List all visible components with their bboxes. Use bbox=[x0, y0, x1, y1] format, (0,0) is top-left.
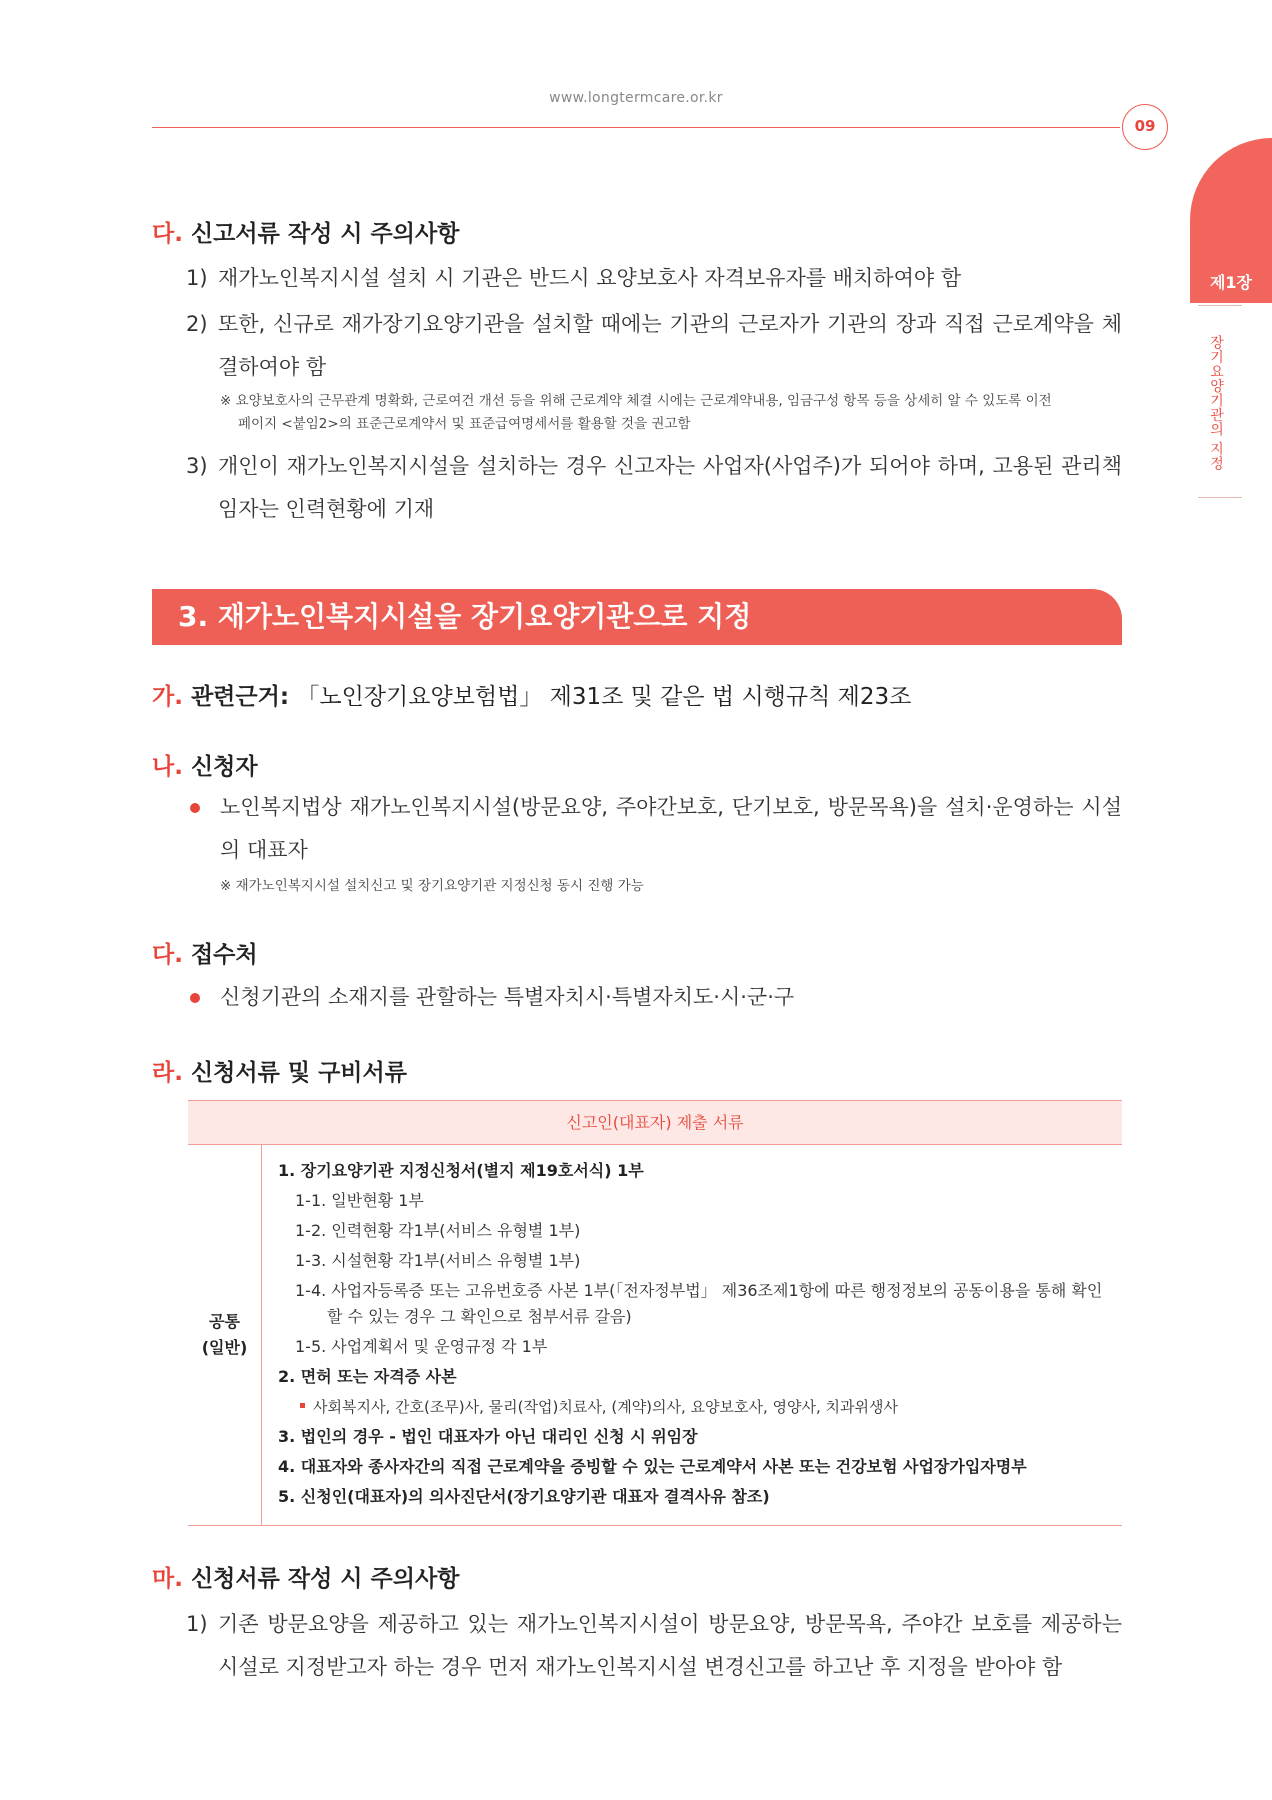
heading-ga-legal-basis bbox=[152, 678, 911, 711]
doc-item-2-list bbox=[278, 1392, 1116, 1422]
bullet-dot bbox=[190, 993, 200, 1003]
item-number: 1) bbox=[186, 266, 208, 290]
remark-line-1: ※ 요양보호사의 근무관계 명확화, 근로여건 개선 등을 위해 근로계약 체결 시에는 근로계약내용, 임금구성 항목 등을 상세히 알 수 있도록 이전 bbox=[220, 393, 1052, 409]
section-3-title: 3. 재가노인복지시설을 장기요양기관으로 지정 bbox=[178, 600, 752, 633]
item-text: 기존 방문요양을 제공하고 있는 재가노인복지시설이 방문요양, 방문목욕, 주야간 보호를 제공하는 시설로 지정받고자 하는 경우 먼저 재가노인복지시설 변경신고를 하고난 후 지정을 받아야 함 bbox=[218, 1612, 1122, 1679]
heading-text: 접수처 bbox=[190, 942, 258, 968]
section-3-bar bbox=[152, 589, 1122, 645]
table-header: 신고인(대표자) 제출 서류 bbox=[188, 1100, 1122, 1145]
side-divider-top bbox=[1198, 305, 1242, 306]
filing-note-item-2 bbox=[186, 303, 1122, 389]
doc-item-1-5: 1-5. 사업계획서 및 운영규정 각 1부 bbox=[295, 1337, 548, 1356]
application-note-item-1 bbox=[186, 1603, 1122, 1689]
doc-item-2: 2. 면허 또는 자격증 사본 bbox=[278, 1367, 457, 1386]
heading-marker: 나. bbox=[152, 754, 183, 780]
doc-item-2-list-text: 사회복지사, 간호(조무)사, 물리(작업)치료사, (계약)의사, 요양보호사, 영양사, 치과위생사 bbox=[313, 1398, 898, 1416]
doc-item-1-3: 1-3. 시설현황 각1부(서비스 유형별 1부) bbox=[295, 1251, 581, 1270]
heading-text: 신청서류 및 구비서류 bbox=[190, 1060, 407, 1086]
submission-office-bullet bbox=[190, 976, 1122, 1019]
applicant-note: ※ 재가노인복지시설 설치신고 및 장기요양기관 지정신청 동시 진행 가능 bbox=[220, 878, 644, 894]
legal-basis-text: 「노인장기요양보험법」 제31조 및 같은 법 시행규칙 제23조 bbox=[296, 684, 912, 710]
doc-item-5: 5. 신청인(대표자)의 의사진단서(장기요양기관 대표자 결격사유 참조) bbox=[278, 1487, 770, 1506]
doc-item-1-4: 1-4. 사업자등록증 또는 고유번호증 사본 1부(「전자정부법」 제36조제1항에 따른 행정정보의 공동이용을 통해 확인할 수 있는 경우 그 확인으로 첨부서류 갈음) bbox=[295, 1281, 1103, 1326]
chapter-title-vertical: 장기요양기관의 지정 bbox=[1208, 335, 1224, 471]
heading-ma-application-notes bbox=[152, 1560, 459, 1593]
chapter-label: 제1장 bbox=[1209, 273, 1253, 292]
heading-ra-documents bbox=[152, 1054, 407, 1087]
header-divider bbox=[152, 127, 1120, 128]
documents-table bbox=[188, 1100, 1122, 1526]
heading-marker: 다. bbox=[152, 221, 183, 247]
doc-item-1-1: 1-1. 일반현황 1부 bbox=[295, 1191, 424, 1210]
heading-text: 신청서류 작성 시 주의사항 bbox=[190, 1566, 460, 1592]
doc-item-1-2: 1-2. 인력현황 각1부(서비스 유형별 1부) bbox=[295, 1221, 581, 1240]
filing-note-item-3 bbox=[186, 445, 1122, 531]
heading-na-applicant bbox=[152, 748, 258, 781]
heading-text: 신고서류 작성 시 주의사항 bbox=[190, 221, 460, 247]
filing-note-item-1 bbox=[186, 257, 1122, 300]
heading-marker: 다. bbox=[152, 942, 183, 968]
doc-item-3: 3. 법인의 경우 - 법인 대표자가 아닌 대리인 신청 시 위임장 bbox=[278, 1427, 698, 1446]
row-label-line-1: 공통 bbox=[209, 1312, 240, 1331]
item-number: 1) bbox=[186, 1612, 208, 1636]
item-text: 재가노인복지시설 설치 시 기관은 반드시 요양보호사 자격보유자를 배치하여야 함 bbox=[218, 266, 962, 290]
bullet-text: 노인복지법상 재가노인복지시설(방문요양, 주야간보호, 단기보호, 방문목욕)을 설치·운영하는 시설의 대표자 bbox=[220, 795, 1122, 862]
applicant-bullet bbox=[190, 786, 1122, 872]
row-label-line-2: (일반) bbox=[201, 1338, 248, 1357]
legal-basis-label: 관련근거: bbox=[190, 684, 290, 710]
page-number: 09 bbox=[1122, 104, 1168, 150]
square-bullet-icon bbox=[300, 1403, 305, 1408]
item-number: 3) bbox=[186, 454, 208, 478]
row-label-common bbox=[188, 1145, 262, 1525]
remark-line-2: 페이지 <붙임2>의 표준근로계약서 및 표준급여명세서를 활용할 것을 권고함 bbox=[238, 416, 691, 432]
doc-item-1: 1. 장기요양기관 지정신청서(별지 제19호서식) 1부 bbox=[278, 1161, 644, 1180]
item-number: 2) bbox=[186, 312, 208, 336]
site-url: www.longtermcare.or.kr bbox=[549, 90, 723, 106]
heading-da-submission-office bbox=[152, 936, 258, 969]
side-divider-bottom bbox=[1198, 497, 1242, 498]
table-row-body bbox=[278, 1156, 1116, 1512]
heading-marker: 라. bbox=[152, 1060, 183, 1086]
filing-note-remark bbox=[220, 390, 1120, 436]
heading-da-filing-notes bbox=[152, 215, 459, 248]
heading-text: 신청자 bbox=[190, 754, 258, 780]
bullet-text: 신청기관의 소재지를 관할하는 특별자치시·특별자치도·시·군·구 bbox=[220, 985, 795, 1009]
item-text: 개인이 재가노인복지시설을 설치하는 경우 신고자는 사업자(사업주)가 되어야 하며, 고용된 관리책임자는 인력현황에 기재 bbox=[218, 454, 1122, 521]
item-text: 또한, 신규로 재가장기요양기관을 설치할 때에는 기관의 근로자가 기관의 장과 직접 근로계약을 체결하여야 함 bbox=[218, 312, 1122, 379]
heading-marker: 가. bbox=[152, 684, 183, 710]
heading-marker: 마. bbox=[152, 1566, 183, 1592]
bullet-dot bbox=[190, 803, 200, 813]
doc-item-4: 4. 대표자와 종사자간의 직접 근로계약을 증빙할 수 있는 근로계약서 사본 또는 건강보험 사업장가입자명부 bbox=[278, 1457, 1027, 1476]
